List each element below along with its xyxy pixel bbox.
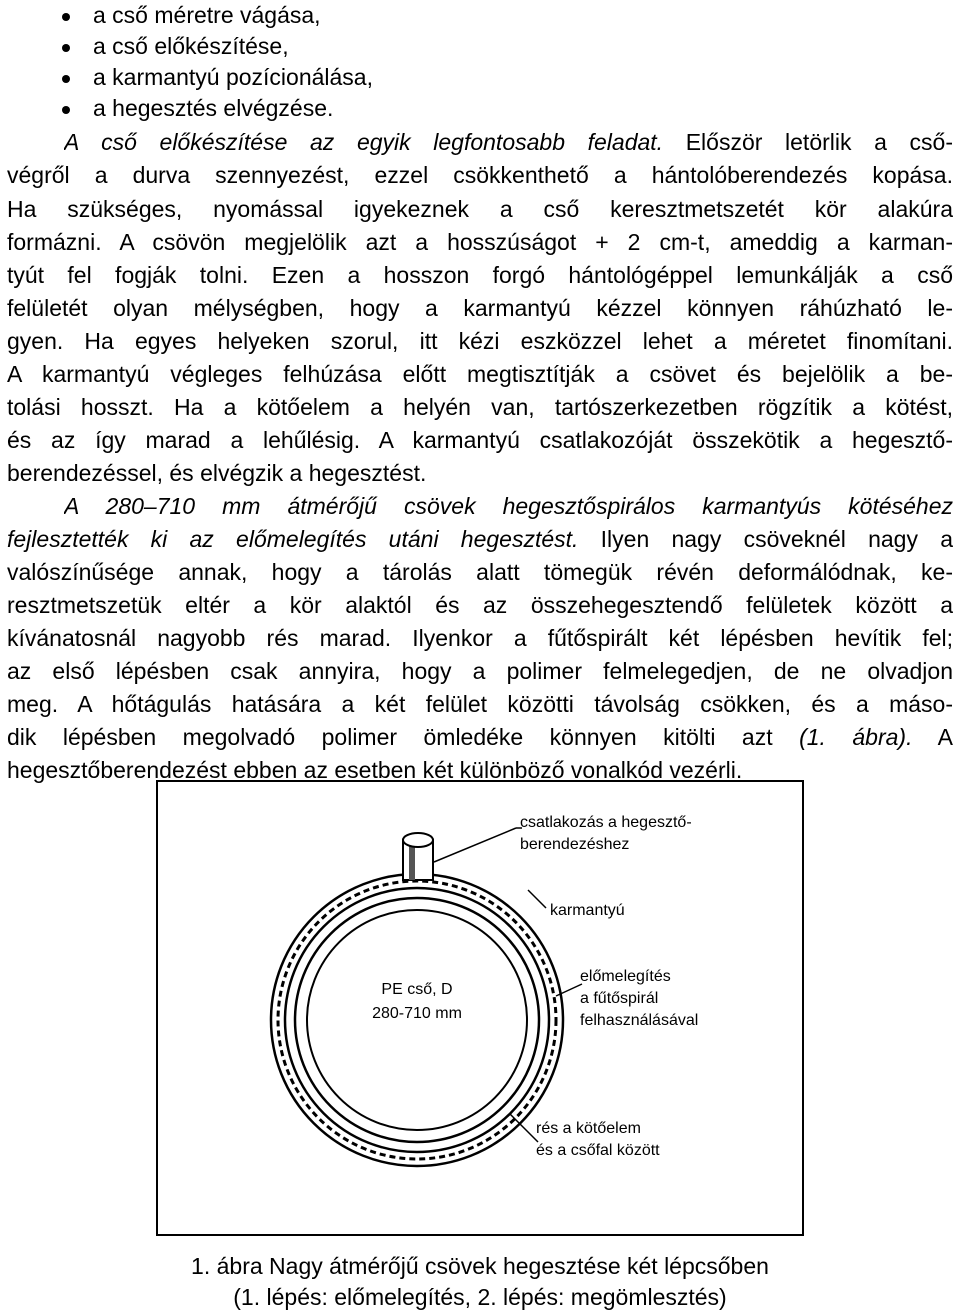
- text-line: és az így marad a lehűlésig. A karmantyú csatlakozóját összekötik a hegesztő-: [7, 427, 953, 453]
- emphasis-text: A cső előkészítése az egyik legfontosabb feladat.: [64, 129, 664, 155]
- list-item: [0, 62, 960, 93]
- label-line: 280-710 mm: [372, 1005, 462, 1022]
- text-line: formázni. A csövön megjelölik azt a hosszúságot + 2 cm-t, ameddig a karman-: [7, 229, 953, 255]
- text-line: resztmetszetük eltér a kör alaktól és az összehegesztendő felületek között a: [7, 592, 953, 618]
- label-line: a fűtőspirál: [580, 990, 659, 1007]
- figure-reference: (1. ábra).: [799, 724, 913, 750]
- list-item-text: a hegesztés elvégzése.: [93, 95, 334, 121]
- text-line: hegesztőberendezést ebben az esetben két különböző vonalkód vezérli.: [7, 757, 743, 783]
- figure-diagram: [156, 780, 804, 1236]
- connector-top: [403, 833, 433, 847]
- label-preheat: [580, 966, 698, 1032]
- text-line: az első lépésben csak annyira, hogy a polimer felmelegedjen, de ne olvadjon: [7, 658, 953, 684]
- list-item-text: a karmantyú pozícionálása,: [93, 64, 373, 90]
- text-segment: Először letörlik a cső-: [663, 129, 953, 155]
- label-line: rés a kötőelem: [536, 1120, 641, 1137]
- text-line: végről a durva szennyezést, ezzel csökkenthető a hántolóberendezés kopása.: [7, 162, 953, 188]
- text-line: [64, 491, 953, 521]
- step-list: [0, 0, 960, 124]
- emphasis-text: A 280–710 mm átmérőjű csövek hegesztőspirálos karmantyús kötéséhez: [64, 493, 953, 519]
- text-line: meg. A hőtágulás hatására a két felület közötti távolság csökken, és a máso-: [7, 691, 953, 717]
- label-line: és a csőfal között: [536, 1142, 660, 1159]
- figure-caption-detail: (1. lépés: előmelegítés, 2. lépés: megömlesztés): [233, 1284, 727, 1310]
- bullet-icon: [62, 106, 70, 114]
- text-line: [7, 524, 953, 554]
- label-line: berendezéshez: [520, 836, 630, 853]
- label-gap: [536, 1118, 660, 1162]
- list-item: [0, 31, 960, 62]
- bullet-icon: [62, 44, 70, 52]
- text-line: valószínűsége annak, hogy a tárolás alatt tömegük révén deformálódnak, ke-: [7, 559, 953, 585]
- list-item-text: a cső előkészítése,: [93, 33, 289, 59]
- label-line: PE cső, D: [381, 981, 453, 998]
- list-item: [0, 93, 960, 124]
- bullet-icon: [62, 75, 70, 83]
- text-segment: Ilyen nagy csöveknél nagy a: [578, 526, 953, 552]
- emphasis-text: fejlesztették ki az előmelegítés utáni hegesztést.: [7, 526, 579, 552]
- text-line: [7, 722, 953, 752]
- text-segment: A: [912, 724, 953, 750]
- leader-connection: [434, 828, 516, 862]
- list-item: [0, 0, 960, 31]
- bullet-icon: [62, 13, 70, 21]
- label-line: csatlakozás a hegesztő-: [520, 814, 692, 831]
- text-line: tolási hosszt. Ha a kötőelem a helyén van, tartószerkezetben rögzítik a kötést,: [7, 394, 953, 420]
- label-line: felhasználásával: [580, 1012, 699, 1029]
- pipe-size-label: [337, 978, 497, 1026]
- text-line: Ha szükséges, nyomással igyekeznek a cső keresztmetszetét kör alakúra: [7, 196, 953, 222]
- label-line: előmelegítés: [580, 968, 671, 985]
- text-line: tyút fel fogják tolni. Ezen a hosszon forgó hántológéppel lemunkálják a cső: [7, 262, 953, 288]
- text-line: A karmantyú végleges felhúzása előtt megtisztítják a csövet és bejelölik a be-: [7, 361, 953, 387]
- text-line: berendezéssel, és elvégzik a hegesztést.: [7, 460, 427, 486]
- text-line: felületét olyan mélységben, hogy a karmantyú kézzel könnyen ráhúzható le-: [7, 295, 953, 321]
- text-line: kívánatosnál nagyobb rés marad. Ilyenkor a fűtőspirált két lépésben hevítik fel;: [7, 625, 953, 651]
- text-line: gyen. Ha egyes helyeken szorul, itt kézi eszközzel lehet a méretet finomítani.: [7, 328, 953, 354]
- label-sleeve: karmantyú: [550, 902, 625, 919]
- figure-caption: 1. ábra Nagy átmérőjű csövek hegesztése két lépcsőben: [191, 1253, 769, 1279]
- label-connection: [520, 812, 692, 856]
- list-item-text: a cső méretre vágása,: [93, 2, 321, 28]
- text-segment: dik lépésben megolvadó polimer ömledéke könnyen kitölti azt: [7, 724, 800, 750]
- text-line: [64, 127, 953, 157]
- leader-sleeve: [528, 890, 546, 908]
